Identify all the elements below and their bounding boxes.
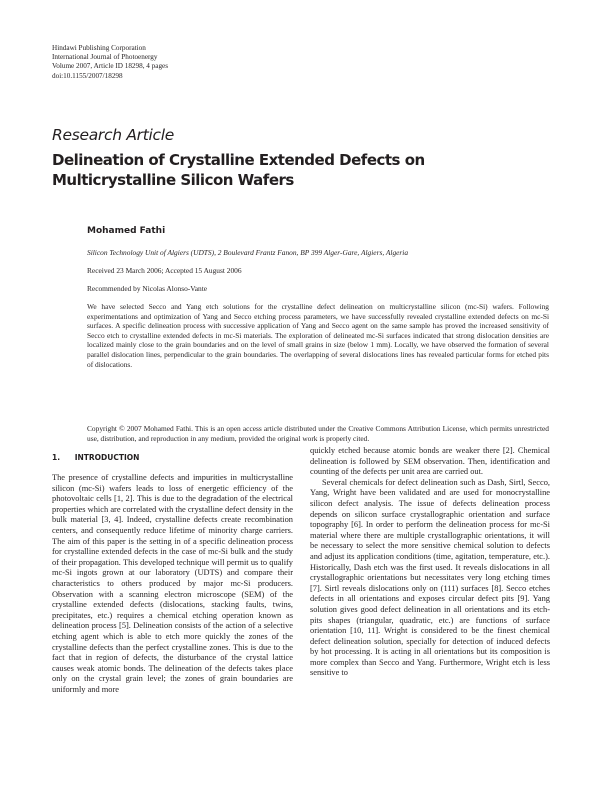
recommended-by: Recommended by Nicolas Alonso-Vante <box>87 284 208 293</box>
section-title: INTRODUCTION <box>74 453 140 462</box>
title-line-1: Delineation of Crystalline Extended Defects on <box>52 151 425 169</box>
author-name: Mohamed Fathi <box>87 226 166 236</box>
intro-paragraph-1-continued: quickly etched because atomic bonds are weaker there [2]. Chemical delineation is followed by SEM observation. Then, identification and counting of the defects per unit area are carried out. <box>310 446 550 477</box>
section-heading <box>52 453 139 462</box>
section-number: 1. <box>52 453 61 462</box>
intro-paragraph-2: Several chemicals for defect delineation such as Dash, Sirtl, Secco, Yang, Wright have been validated and are used for monocrystalline silicon defect analysis. The issue of defects delineation process depends on silicon surface crystallographic orientation and surface topography [6]. In order to perform the delineation process for mc-Si material where there are multiple crystallographic orientations, it will be necessary to select the more sensitive chemical solution to defects and adjust its application conditions (time, agitation, temperature, etc.). Historically, Dash etch was the first used. It reveals dislocations in all crystallographic orientations but necessitates very long etching times [7]. Sirtl reveals dislocations only on (111) surfaces [8]. Secco etches defects in all orientations and exposes circular defect pits [9]. Yang solution gives good defect delineation in all orientations and its etch-pits shapes (triangular, quadratic, etc.) are functions of surface orientation [10, 11]. Wright is considered to be the finest chemical defect delineation solution, specially for detection of induced defects by hot processing. It is acting in all orientations but its composition is more complex than Secco and Yang. Furthermore, Wright etch is less sensitive to <box>310 477 550 678</box>
publisher-line: Hindawi Publishing Corporation <box>52 44 146 52</box>
intro-paragraph-1: The presence of crystalline defects and impurities in multicrystalline silicon (mc-Si) wafers leads to loss of energetic efficiency of the photovoltaic cells [1, 2]. This is due to the degradation of the electrical properties which are correlated with the crystalline defect density in the bulk material [3, 4]. Indeed, crystalline defects create recombination centers, and consequently reduce lifetime of minority charge carriers. The aim of this paper is the setting in of a specific delineation process for crystalline extended defects in the case of mc-Si bulk and the study of their propagation. This developed technique will permit us to qualify mc-Si ingots grown at our laboratory (UDTS) and compare their characteristics to others produced by major mc-Si producers. Observation with a scanning electron microscope (SEM) of the crystalline extended defects (dislocations, stacking faults, twins, precipitates, etc.) requires a chemical etching operation known as delineation process [5]. Delineation consists of the action of a selective etching agent which is able to etch more quickly the zones of the crystalline defects than the perfect crystalline zones. This is due to the fact that in region of defects, the disturbance of the crystal lattice causes weak atomic bonds. The delineation of the defects takes place only on the crystal grain level; the zones of grain boundaries are uniformly and more <box>52 473 293 694</box>
left-column <box>52 473 293 695</box>
received-accepted-dates: Received 23 March 2006; Accepted 15 August 2006 <box>87 266 242 275</box>
article-type: Research Article <box>52 126 174 144</box>
journal-header <box>52 44 168 81</box>
copyright-notice: Copyright © 2007 Mohamed Fathi. This is an open access article distributed under the Creative Commons Attribution License, which permits unrestricted use, distribution, and reproduction in any medium, provided the original work is properly cited. <box>87 424 549 443</box>
journal-name: International Journal of Photoenergy <box>52 53 158 62</box>
paper-title <box>52 150 532 190</box>
title-line-2: Multicrystalline Silicon Wafers <box>52 171 294 189</box>
author-affiliation: Silicon Technology Unit of Algiers (UDTS), 2 Boulevard Frantz Fanon, BP 399 Alger-Gare, Algiers, Algeria <box>87 248 409 257</box>
abstract: We have selected Secco and Yang etch solutions for the crystalline defect delineation on multicrystalline silicon (mc-Si) wafers. Following experimentations and optimization of Yang and Secco etching process parameters, we have successfully revealed crystalline extended defects on mc-Si surfaces. A specific delineation process with successive application of Yang and Secco agent on the same sample has proved the increased sensitivity of Secco etch to crystalline extended defects in mc-Si materials. The exploration of delineated mc-Si surfaces indicated that strong dislocation densities are localized mainly close to the grain boundaries and on the level of small grains in size (below 1 mm). Locally, we have observed the formation of several parallel dislocation lines, perpendicular to the grain boundaries. The overlapping of several dislocations lines has revealed particular forms for etched pits of dislocations. <box>87 302 549 369</box>
doi-line: doi:10.1155/2007/18298 <box>52 71 123 80</box>
right-column <box>310 446 550 679</box>
volume-line: Volume 2007, Article ID 18298, 4 pages <box>52 62 169 71</box>
